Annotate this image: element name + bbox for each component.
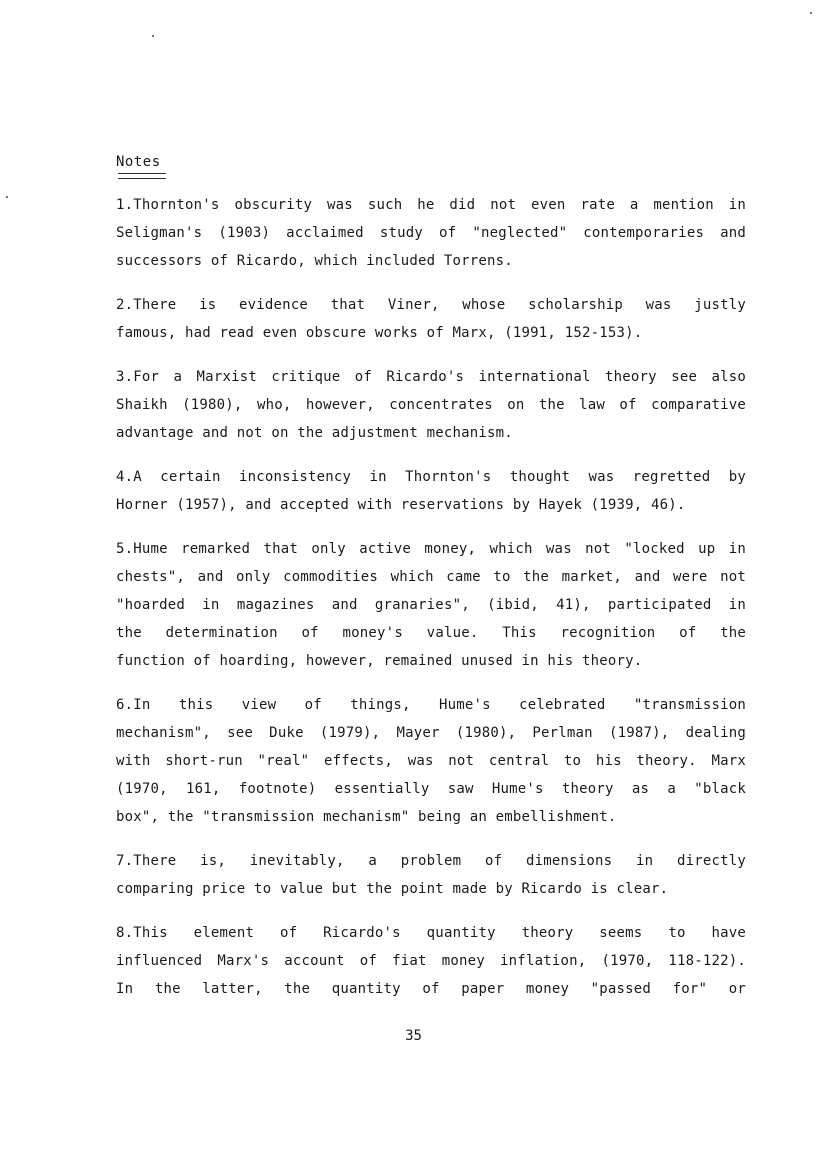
note-line: 2.There is evidence that Viner, whose scholarship was justly xyxy=(116,297,746,313)
note-line: Seligman's (1903) acclaimed study of "neglected" contemporaries and xyxy=(116,225,746,241)
note-line: 6.In this view of things, Hume's celebrated "transmission xyxy=(116,697,746,713)
note-line: 3.For a Marxist critique of Ricardo's international theory see also xyxy=(116,369,746,385)
note-4 xyxy=(116,463,746,519)
note-line: with short-run "real" effects, was not central to his theory. Marx xyxy=(116,753,746,769)
note-line: 5.Hume remarked that only active money, which was not "locked up in xyxy=(116,541,746,557)
note-line: function of hoarding, however, remained unused in his theory. xyxy=(116,653,643,669)
note-line: advantage and not on the adjustment mechanism. xyxy=(116,425,513,441)
note-line: mechanism", see Duke (1979), Mayer (1980), Perlman (1987), dealing xyxy=(116,725,746,741)
note-line: Horner (1957), and accepted with reservations by Hayek (1939, 46). xyxy=(116,497,686,513)
note-5 xyxy=(116,535,746,675)
notes-heading: Notes xyxy=(116,154,161,170)
scan-speck-top-right xyxy=(810,12,812,14)
note-line: 1.Thornton's obscurity was such he did not even rate a mention in xyxy=(116,197,746,213)
note-line: chests", and only commodities which came to the market, and were not xyxy=(116,569,746,585)
note-line: 7.There is, inevitably, a problem of dimensions in directly xyxy=(116,853,746,869)
note-2 xyxy=(116,291,746,347)
notes-list xyxy=(116,191,746,1019)
note-6 xyxy=(116,691,746,831)
note-line: Shaikh (1980), who, however, concentrates on the law of comparative xyxy=(116,397,746,413)
note-3 xyxy=(116,363,746,447)
note-line: successors of Ricardo, which included Torrens. xyxy=(116,253,513,269)
scan-speck-left-margin xyxy=(6,196,8,198)
note-line: (1970, 161, footnote) essentially saw Hume's theory as a "black xyxy=(116,781,746,797)
note-line: comparing price to value but the point made by Ricardo is clear. xyxy=(116,881,669,897)
note-7 xyxy=(116,847,746,903)
note-line: box", the "transmission mechanism" being an embellishment. xyxy=(116,809,617,825)
note-line: influenced Marx's account of fiat money inflation, (1970, 118-122). xyxy=(116,953,746,969)
note-line: 8.This element of Ricardo's quantity theory seems to have xyxy=(116,925,746,941)
note-line: famous, had read even obscure works of Marx, (1991, 152-153). xyxy=(116,325,643,341)
note-line: 4.A certain inconsistency in Thornton's thought was regretted by xyxy=(116,469,746,485)
note-1 xyxy=(116,191,746,275)
note-line: "hoarded in magazines and granaries", (ibid, 41), participated in xyxy=(116,597,746,613)
page-number: 35 xyxy=(405,1028,422,1044)
scan-speck-top-left xyxy=(152,35,154,37)
note-8 xyxy=(116,919,746,1003)
notes-heading-underline xyxy=(118,173,166,179)
note-line: the determination of money's value. This recognition of the xyxy=(116,625,746,641)
note-line: In the latter, the quantity of paper money "passed for" or xyxy=(116,981,746,997)
